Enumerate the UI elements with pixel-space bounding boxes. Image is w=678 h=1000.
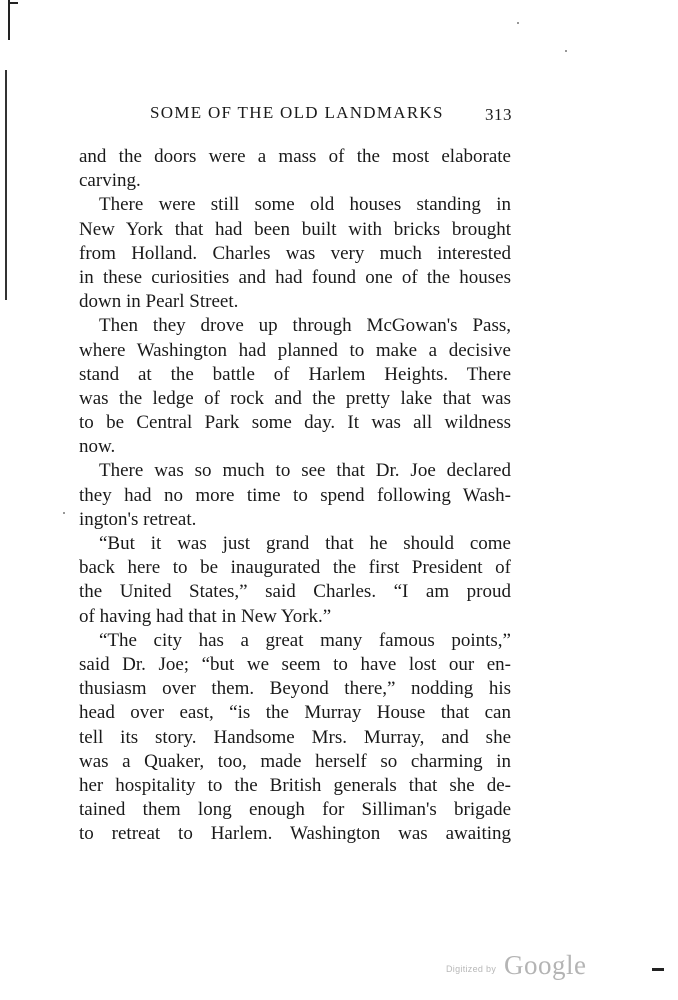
text-line: Then they drove up through McGowan's Pass, bbox=[99, 315, 511, 337]
running-head bbox=[150, 103, 512, 129]
scan-speck bbox=[565, 50, 567, 52]
scan-edge-hook bbox=[8, 2, 18, 4]
text-line: ington's retreat. bbox=[79, 508, 197, 530]
text-line: in these curiosities and had found one of the houses bbox=[79, 266, 511, 288]
text-line: “The city has a great many famous points,” bbox=[99, 629, 511, 651]
page-binding-edge bbox=[5, 70, 7, 300]
text-line: where Washington had planned to make a decisive bbox=[79, 339, 511, 361]
text-line: New York that had been built with bricks brought bbox=[79, 218, 511, 240]
body-text bbox=[79, 145, 511, 846]
text-line: was the ledge of rock and the pretty lake that was bbox=[79, 387, 511, 409]
text-line: tell its story. Handsome Mrs. Murray, and she bbox=[79, 726, 511, 748]
text-line: stand at the battle of Harlem Heights. There bbox=[79, 363, 511, 385]
text-line: to retreat to Harlem. Washington was awaiting bbox=[79, 823, 511, 845]
text-line: they had no more time to spend following Wash- bbox=[79, 484, 511, 506]
text-line: down in Pearl Street. bbox=[79, 291, 239, 313]
digitized-watermark bbox=[446, 950, 596, 984]
text-line: to be Central Park some day. It was all wildness bbox=[79, 412, 511, 434]
page-number: 313 bbox=[485, 105, 512, 124]
scan-speck bbox=[63, 512, 65, 514]
watermark-prefix: Digitized by bbox=[446, 964, 497, 974]
text-line: thusiasm over them. Beyond there,” nodding his bbox=[79, 678, 511, 700]
text-line: head over east, “is the Murray House that can bbox=[79, 702, 511, 724]
text-line: was a Quaker, too, made herself so charming in bbox=[79, 750, 511, 772]
text-line: carving. bbox=[79, 170, 141, 192]
text-line: back here to be inaugurated the first President of bbox=[79, 557, 511, 579]
watermark-brand: Google bbox=[504, 950, 587, 980]
text-line: “But it was just grand that he should come bbox=[99, 533, 511, 554]
text-line: of having had that in New York.” bbox=[79, 605, 332, 627]
corner-mark bbox=[652, 968, 664, 971]
text-line: tained them long enough for Silliman's brigade bbox=[79, 799, 511, 821]
text-line: the United States,” said Charles. “I am proud bbox=[79, 581, 511, 603]
text-line: said Dr. Joe; “but we seem to have lost our en- bbox=[79, 653, 511, 675]
text-line: There were still some old houses standing in bbox=[99, 194, 511, 216]
text-line: now. bbox=[79, 436, 116, 458]
text-line: from Holland. Charles was very much interested bbox=[79, 242, 511, 264]
scan-edge-mark bbox=[8, 0, 10, 40]
text-line: her hospitality to the British generals that she de- bbox=[79, 774, 511, 796]
scan-speck bbox=[517, 22, 519, 24]
text-line: and the doors were a mass of the most elaborate bbox=[79, 146, 511, 167]
running-title: SOME OF THE OLD LANDMARKS bbox=[150, 103, 444, 122]
text-line: There was so much to see that Dr. Joe declared bbox=[99, 460, 511, 482]
